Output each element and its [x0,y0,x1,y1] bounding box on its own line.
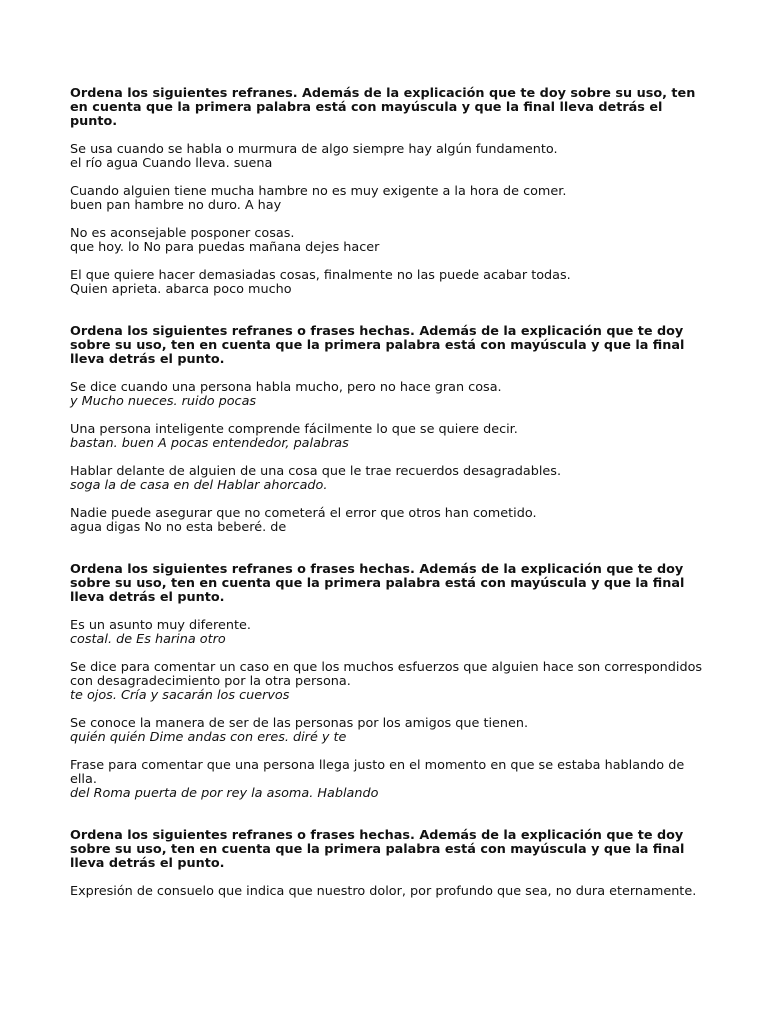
proverb-explanation: Se conoce la manera de ser de las personas por los amigos que tienen. [70,716,529,731]
scrambled-proverb: quién quién Dime andas con eres. diré y te [70,730,347,745]
proverb-item [70,381,708,409]
proverb-explanation: Se dice para comentar un caso en que los muchos esfuerzos que alguien hace son correspondidos con desagradecimiento por la otra persona. [70,660,703,689]
proverb-item [70,759,708,801]
scrambled-proverb: Quien aprieta. abarca poco mucho [70,282,292,297]
proverb-item [70,465,708,493]
scrambled-proverb: el río agua Cuando lleva. suena [70,156,273,171]
scrambled-proverb: y Mucho nueces. ruido pocas [70,394,257,409]
proverb-item [70,269,708,297]
proverb-explanation: Expresión de consuelo que indica que nuestro dolor, por profundo que sea, no dura eternamente. [70,884,697,899]
scrambled-proverb: que hoy. lo No para puedas mañana dejes hacer [70,240,380,255]
section-heading: Ordena los siguientes refranes o frases hechas. Además de la explicación que te doy sobre su uso, ten en cuenta que la primera palabra está con mayúscula y que la final lleva detrás el punto. [70,324,685,367]
exercise-section-3 [70,563,708,801]
exercise-section-2 [70,325,708,535]
scrambled-proverb: agua digas No no esta beberé. de [70,520,287,535]
proverb-item [70,885,708,899]
proverb-item [70,661,708,703]
proverb-item [70,507,708,535]
scrambled-proverb: del Roma puerta de por rey la asoma. Hablando [70,786,379,801]
proverb-explanation: Se usa cuando se habla o murmura de algo siempre hay algún fundamento. [70,142,558,157]
proverb-explanation: Es un asunto muy diferente. [70,618,251,633]
proverb-explanation: Se dice cuando una persona habla mucho, pero no hace gran cosa. [70,380,502,395]
proverb-item [70,619,708,647]
scrambled-proverb: buen pan hambre no duro. A hay [70,198,282,213]
scrambled-proverb: te ojos. Cría y sacarán los cuervos [70,688,290,703]
section-heading: Ordena los siguientes refranes. Además de la explicación que te doy sobre su uso, ten en cuenta que la primera palabra está con mayúscula y que la final lleva detrás el punto. [70,86,696,129]
proverb-explanation: No es aconsejable posponer cosas. [70,226,295,241]
proverb-explanation: Nadie puede asegurar que no cometerá el error que otros han cometido. [70,506,537,521]
exercise-section-1 [70,87,708,297]
proverb-item [70,143,708,171]
proverb-item [70,717,708,745]
proverb-item [70,423,708,451]
proverb-explanation: Cuando alguien tiene mucha hambre no es muy exigente a la hora de comer. [70,184,567,199]
proverb-explanation: Frase para comentar que una persona llega justo en el momento en que se estaba hablando de ella. [70,758,685,787]
proverb-item [70,227,708,255]
scrambled-proverb: costal. de Es harina otro [70,632,226,647]
section-heading: Ordena los siguientes refranes o frases hechas. Además de la explicación que te doy sobre su uso, ten en cuenta que la primera palabra está con mayúscula y que la final lleva detrás el punto. [70,828,685,871]
section-heading: Ordena los siguientes refranes o frases hechas. Además de la explicación que te doy sobre su uso, ten en cuenta que la primera palabra está con mayúscula y que la final lleva detrás el punto. [70,562,685,605]
proverb-item [70,185,708,213]
proverb-explanation: Una persona inteligente comprende fácilmente lo que se quiere decir. [70,422,518,437]
scrambled-proverb: soga la de casa en del Hablar ahorcado. [70,478,328,493]
proverb-explanation: Hablar delante de alguien de una cosa que le trae recuerdos desagradables. [70,464,562,479]
proverb-explanation: El que quiere hacer demasiadas cosas, finalmente no las puede acabar todas. [70,268,571,283]
exercise-section-4 [70,829,708,899]
scrambled-proverb: bastan. buen A pocas entendedor, palabras [70,436,349,451]
